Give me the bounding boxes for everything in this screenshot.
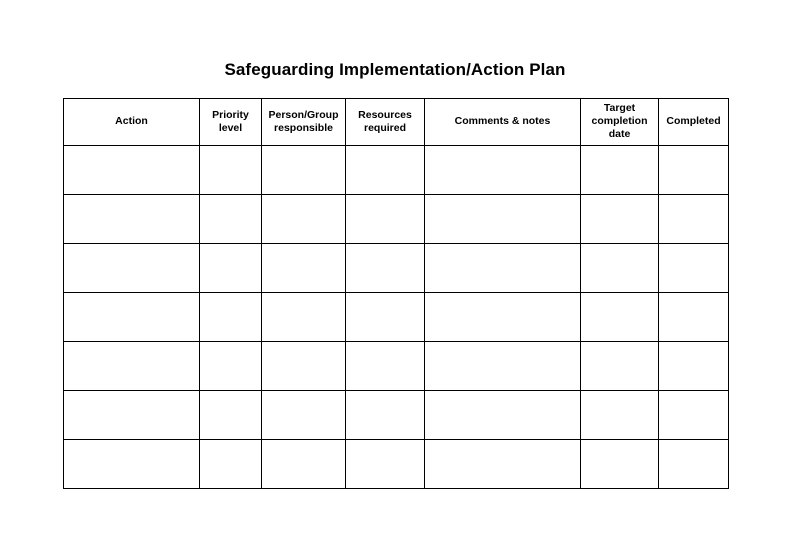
column-header-resources-required-line-2: required (363, 121, 406, 134)
table-row (64, 244, 729, 293)
cell-target-date[interactable] (581, 146, 659, 195)
table-row (64, 293, 729, 342)
cell-priority[interactable] (200, 293, 262, 342)
column-header-comments-notes (425, 99, 581, 146)
column-header-completed-line-1: Completed (666, 115, 721, 128)
cell-person[interactable] (262, 293, 346, 342)
table-body (64, 146, 729, 489)
action-plan-table (63, 98, 729, 489)
table-row (64, 195, 729, 244)
action-plan-table-container (63, 98, 728, 489)
cell-completed[interactable] (659, 195, 729, 244)
cell-person[interactable] (262, 244, 346, 293)
cell-person[interactable] (262, 391, 346, 440)
cell-priority[interactable] (200, 391, 262, 440)
column-header-priority-level-line-2: level (218, 121, 243, 134)
cell-priority[interactable] (200, 195, 262, 244)
column-header-person-group-responsible-line-2: responsible (274, 121, 333, 134)
cell-comments[interactable] (425, 244, 581, 293)
table-row (64, 440, 729, 489)
cell-person[interactable] (262, 195, 346, 244)
cell-completed[interactable] (659, 342, 729, 391)
cell-target-date[interactable] (581, 391, 659, 440)
column-header-target-completion-date-line-2: completion (591, 115, 648, 128)
column-header-target-completion-date-line-1: Target (603, 102, 636, 114)
page-title: Safeguarding Implementation/Action Plan (224, 60, 566, 79)
cell-completed[interactable] (659, 146, 729, 195)
cell-target-date[interactable] (581, 244, 659, 293)
column-header-person-group-responsible-line-1: Person/Group (268, 108, 339, 121)
cell-action[interactable] (64, 146, 200, 195)
cell-resources[interactable] (346, 244, 425, 293)
cell-completed[interactable] (659, 293, 729, 342)
cell-resources[interactable] (346, 391, 425, 440)
column-header-target-completion-date (581, 99, 659, 146)
column-header-priority-level-line-1: Priority (212, 108, 249, 121)
cell-completed[interactable] (659, 440, 729, 489)
cell-target-date[interactable] (581, 195, 659, 244)
table-header-row (64, 99, 729, 146)
cell-resources[interactable] (346, 146, 425, 195)
cell-comments[interactable] (425, 440, 581, 489)
cell-target-date[interactable] (581, 440, 659, 489)
table-row (64, 342, 729, 391)
cell-person[interactable] (262, 342, 346, 391)
cell-action[interactable] (64, 293, 200, 342)
table-row (64, 391, 729, 440)
cell-action[interactable] (64, 391, 200, 440)
column-header-completed (659, 99, 729, 146)
column-header-resources-required (346, 99, 425, 146)
column-header-action-line-1: Action (115, 115, 148, 128)
column-header-priority-level (200, 99, 262, 146)
column-header-person-group-responsible (262, 99, 346, 146)
cell-comments[interactable] (425, 293, 581, 342)
cell-person[interactable] (262, 146, 346, 195)
column-header-target-completion-date-line-3: date (608, 128, 631, 141)
cell-priority[interactable] (200, 440, 262, 489)
table-row (64, 146, 729, 195)
column-header-action (64, 99, 200, 146)
cell-comments[interactable] (425, 146, 581, 195)
cell-comments[interactable] (425, 195, 581, 244)
cell-action[interactable] (64, 342, 200, 391)
cell-comments[interactable] (425, 391, 581, 440)
table-header (64, 99, 729, 146)
column-header-comments-notes-line-1: Comments & notes (454, 115, 551, 128)
cell-target-date[interactable] (581, 342, 659, 391)
cell-priority[interactable] (200, 342, 262, 391)
cell-priority[interactable] (200, 146, 262, 195)
cell-completed[interactable] (659, 391, 729, 440)
cell-action[interactable] (64, 440, 200, 489)
cell-resources[interactable] (346, 195, 425, 244)
cell-comments[interactable] (425, 342, 581, 391)
cell-resources[interactable] (346, 440, 425, 489)
cell-resources[interactable] (346, 293, 425, 342)
cell-priority[interactable] (200, 244, 262, 293)
column-header-resources-required-line-1: Resources (358, 108, 412, 121)
cell-target-date[interactable] (581, 293, 659, 342)
cell-resources[interactable] (346, 342, 425, 391)
cell-action[interactable] (64, 195, 200, 244)
cell-completed[interactable] (659, 244, 729, 293)
cell-person[interactable] (262, 440, 346, 489)
cell-action[interactable] (64, 244, 200, 293)
